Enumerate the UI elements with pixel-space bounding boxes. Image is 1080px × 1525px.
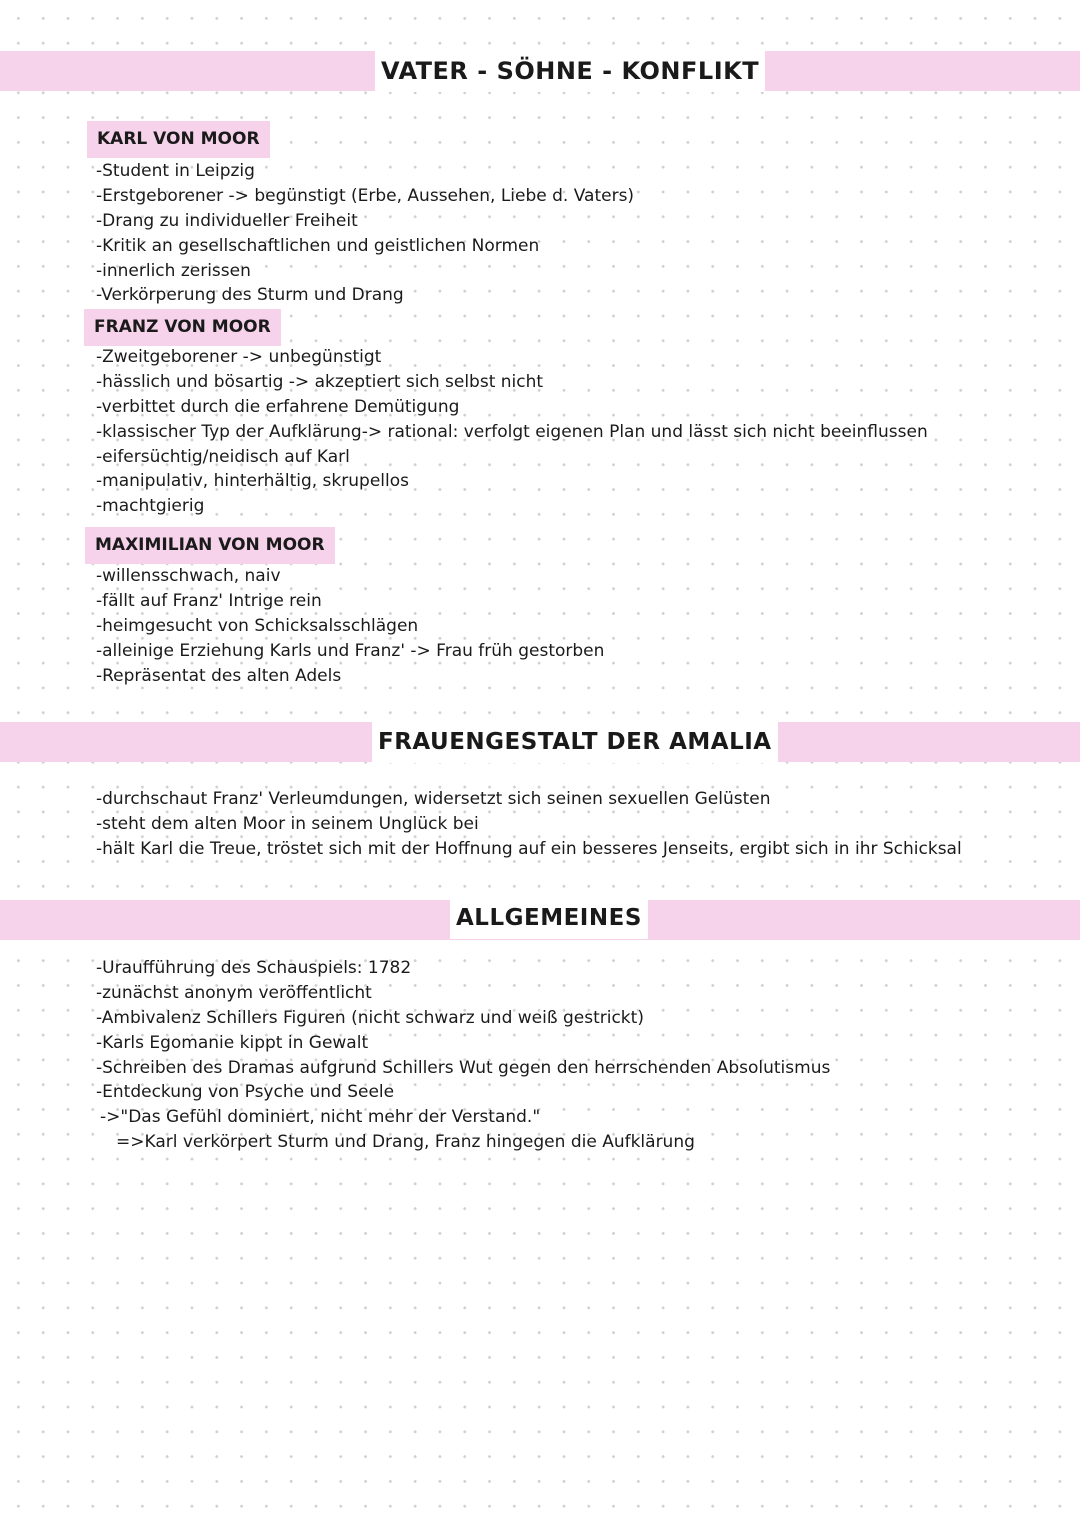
list-item: ->"Das Gefühl dominiert, nicht mehr der Verstand." — [100, 1107, 541, 1128]
list-item: -durchschaut Franz' Verleumdungen, widersetzt sich seinen sexuellen Gelüsten — [96, 789, 771, 809]
heading-franz-von-moor: FRANZ VON MOOR — [84, 309, 281, 346]
list-item: -machtgierig — [96, 496, 205, 517]
list-item: -verbittet durch die erfahrene Demütigung — [96, 396, 460, 417]
heading-maximilian-von-moor: MAXIMILIAN VON MOOR — [85, 527, 335, 564]
list-item: -heimgesucht von Schicksalsschlägen — [96, 615, 419, 636]
list-item: -Drang zu individueller Freiheit — [96, 210, 358, 231]
list-item: -Ambivalenz Schillers Figuren (nicht schwarz und weiß gestrickt) — [96, 1007, 644, 1028]
list-item: -fällt auf Franz' Intrige rein — [96, 590, 322, 611]
list-item: -Repräsentat des alten Adels — [96, 665, 342, 686]
heading-karl-von-moor: KARL VON MOOR — [87, 121, 270, 158]
allgemeines-list — [90, 956, 830, 1155]
list-item: -Schreiben des Dramas aufgrund Schillers Wut gegen den herrschenden Absolutismus — [96, 1057, 831, 1078]
list-item: -Kritik an gesellschaftlichen und geistlichen Normen — [96, 235, 540, 256]
list-item: -klassischer Typ der Aufklärung-> rational: verfolgt eigenen Plan und lässt sich nicht beeinflussen — [96, 421, 928, 442]
section-title-allgemeines: ALLGEMEINES — [450, 897, 648, 939]
list-item: =>Karl verkörpert Sturm und Drang, Franz hingegen die Aufklärung — [116, 1132, 695, 1153]
list-item: -hält Karl die Treue, tröstet sich mit der Hoffnung auf ein besseres Jenseits, ergibt sich in ihr Schicksal — [96, 838, 962, 859]
list-item: -innerlich zerissen — [96, 260, 251, 281]
list-item: -eifersüchtig/neidisch auf Karl — [96, 446, 350, 467]
list-item: -Karls Egomanie kippt in Gewalt — [96, 1032, 369, 1053]
franz-attribute-list — [90, 345, 928, 519]
list-item: -Zweitgeborener -> unbegünstigt — [96, 347, 382, 367]
list-item: -willensschwach, naiv — [96, 566, 281, 586]
list-item: -Student in Leipzig — [96, 161, 255, 181]
list-item: -steht dem alten Moor in seinem Unglück bei — [96, 813, 479, 834]
list-item: -Entdeckung von Psyche und Seele — [96, 1082, 395, 1103]
list-item: -Erstgeborener -> begünstigt (Erbe, Aussehen, Liebe d. Vaters) — [96, 185, 635, 206]
list-item: -manipulativ, hinterhältig, skrupellos — [96, 471, 409, 492]
list-item: -hässlich und bösartig -> akzeptiert sich selbst nicht — [96, 371, 544, 392]
karl-attribute-list — [90, 159, 634, 308]
list-item: -Verkörperung des Sturm und Drang — [96, 285, 404, 306]
section-title-vater-soehne: VATER - SÖHNE - KONFLIKT — [375, 50, 765, 92]
amalia-attribute-list — [90, 787, 962, 862]
list-item: -alleinige Erziehung Karls und Franz' -> Frau früh gestorben — [96, 640, 605, 661]
list-item: -zunächst anonym veröffentlicht — [96, 982, 372, 1003]
section-title-amalia: FRAUENGESTALT DER AMALIA — [372, 721, 778, 763]
maximilian-attribute-list — [90, 564, 604, 688]
list-item: -Uraufführung des Schauspiels: 1782 — [96, 958, 412, 978]
